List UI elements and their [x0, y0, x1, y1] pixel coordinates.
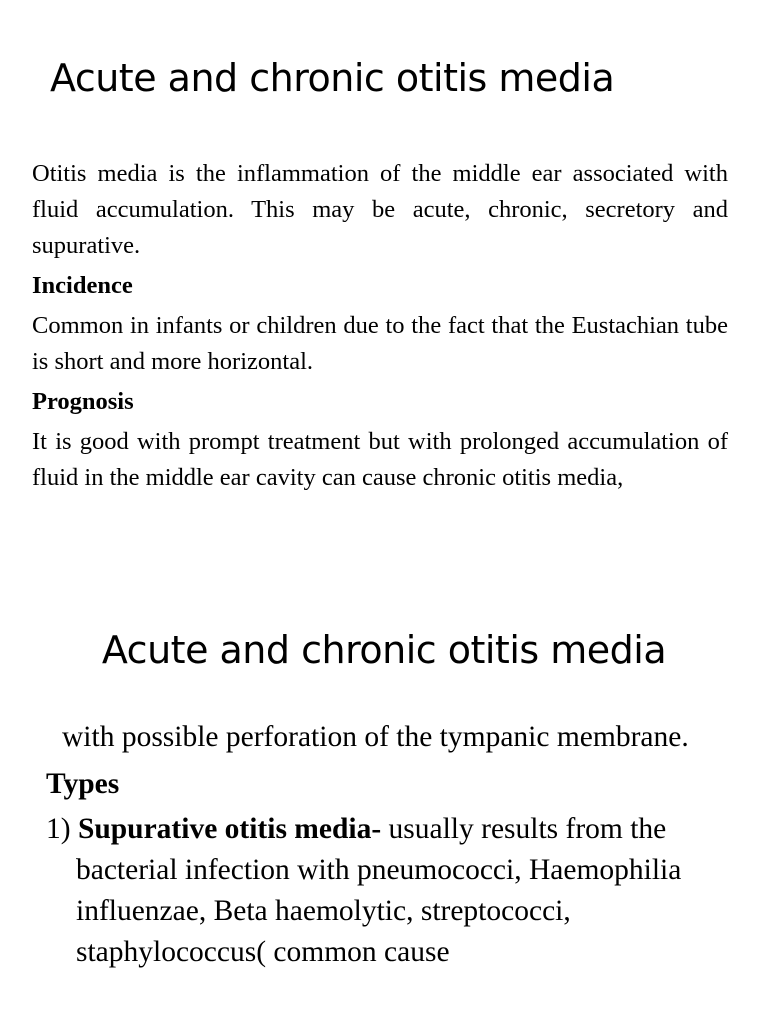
list-item-term: Supurative otitis media- — [77, 813, 382, 845]
types-heading: Types — [46, 768, 120, 800]
slide-2-body — [46, 717, 736, 973]
prognosis-paragraph: It is good with prompt treatment but with prolonged accumulation of fluid in the middle ear cavity can cause chronic otitis media, — [32, 428, 728, 491]
list-item — [46, 809, 736, 973]
incidence-paragraph: Common in infants or children due to the fact that the Eustachian tube is short and more horizontal. — [32, 312, 728, 375]
slide-1-body — [32, 156, 728, 496]
list-item-text: usually results from the bacterial infection with pneumococci, Haemophilia influenzae, Beta haemolytic, streptococci, staphylococcus( common cause — [76, 813, 682, 968]
prognosis-heading: Prognosis — [32, 388, 134, 415]
list-item-number: 1) — [46, 813, 78, 845]
incidence-heading: Incidence — [32, 272, 133, 299]
slide-2-title: Acute and chronic otitis media — [101, 628, 667, 672]
continuation-paragraph: with possible perforation of the tympanic membrane. — [62, 721, 689, 753]
intro-paragraph: Otitis media is the inflammation of the middle ear associated with fluid accumulation. This may be acute, chronic, secretory and supurative. — [32, 160, 728, 259]
slide-2 — [0, 560, 768, 1024]
slide-1-title: Acute and chronic otitis media — [50, 56, 615, 100]
